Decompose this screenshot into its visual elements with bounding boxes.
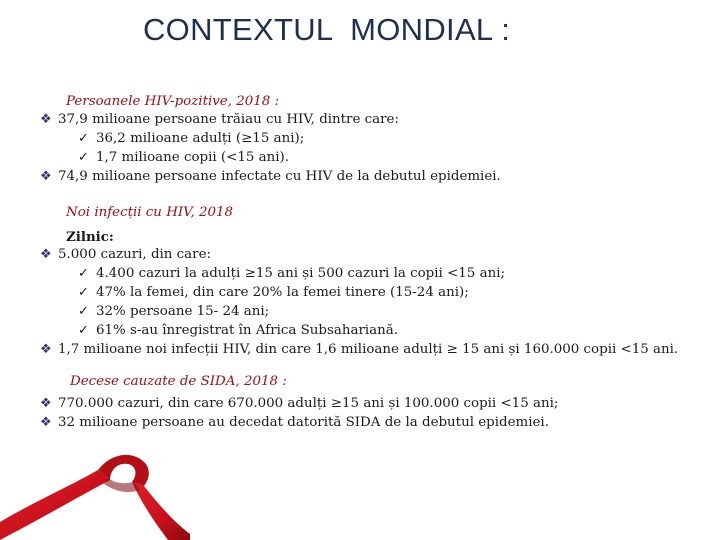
page-title: CONTEXTUL MONDIAL : [143, 12, 511, 47]
check-line: ✓ 32% persoane 15- 24 ani; [78, 304, 270, 319]
diamond-bullet-icon: ❖ [40, 396, 52, 411]
checkmark-icon: ✓ [78, 323, 89, 338]
diamond-bullet-icon: ❖ [40, 112, 52, 127]
diamond-bullet-icon: ❖ [40, 247, 52, 262]
check-line: ✓ 61% s-au înregistrat în Africa Subsahariană. [78, 323, 398, 338]
bullet-line: ❖ 1,7 milioane noi infecții HIV, din care 1,6 milioane adulți ≥ 15 ani și 160.000 copii <15 ani. [40, 342, 679, 357]
diamond-bullet-icon: ❖ [40, 415, 52, 430]
diamond-bullet-icon: ❖ [40, 169, 52, 184]
daily-label: Zilnic: [66, 229, 114, 245]
bullet-line: ❖ 5.000 cazuri, din care: [40, 247, 212, 262]
checkmark-icon: ✓ [78, 131, 89, 146]
checkmark-icon: ✓ [78, 285, 89, 300]
bullet-line: ❖ 770.000 cazuri, din care 670.000 adulți ≥15 ani și 100.000 copii <15 ani; [40, 396, 559, 411]
diamond-bullet-icon: ❖ [40, 342, 52, 357]
checkmark-icon: ✓ [78, 266, 89, 281]
section-heading-aids-deaths: Decese cauzate de SIDA, 2018 : [70, 374, 287, 389]
bullet-line: ❖ 32 milioane persoane au decedat datorită SIDA de la debutul epidemiei. [40, 415, 549, 430]
red-ribbon-icon [0, 448, 190, 540]
checkmark-icon: ✓ [78, 150, 89, 165]
checkmark-icon: ✓ [78, 304, 89, 319]
check-line: ✓ 1,7 milioane copii (<15 ani). [78, 150, 290, 165]
check-line: ✓ 47% la femei, din care 20% la femei tinere (15-24 ani); [78, 285, 469, 300]
check-line: ✓ 36,2 milioane adulți (≥15 ani); [78, 131, 305, 146]
check-line: ✓ 4.400 cazuri la adulți ≥15 ani și 500 cazuri la copii <15 ani; [78, 266, 505, 281]
section-heading-hiv-positive: Persoanele HIV-pozitive, 2018 : [66, 94, 280, 109]
bullet-line: ❖ 74,9 milioane persoane infectate cu HIV de la debutul epidemiei. [40, 169, 501, 184]
section-heading-new-infections: Noi infecții cu HIV, 2018 [66, 205, 234, 220]
bullet-line: ❖ 37,9 milioane persoane trăiau cu HIV, dintre care: [40, 112, 399, 127]
